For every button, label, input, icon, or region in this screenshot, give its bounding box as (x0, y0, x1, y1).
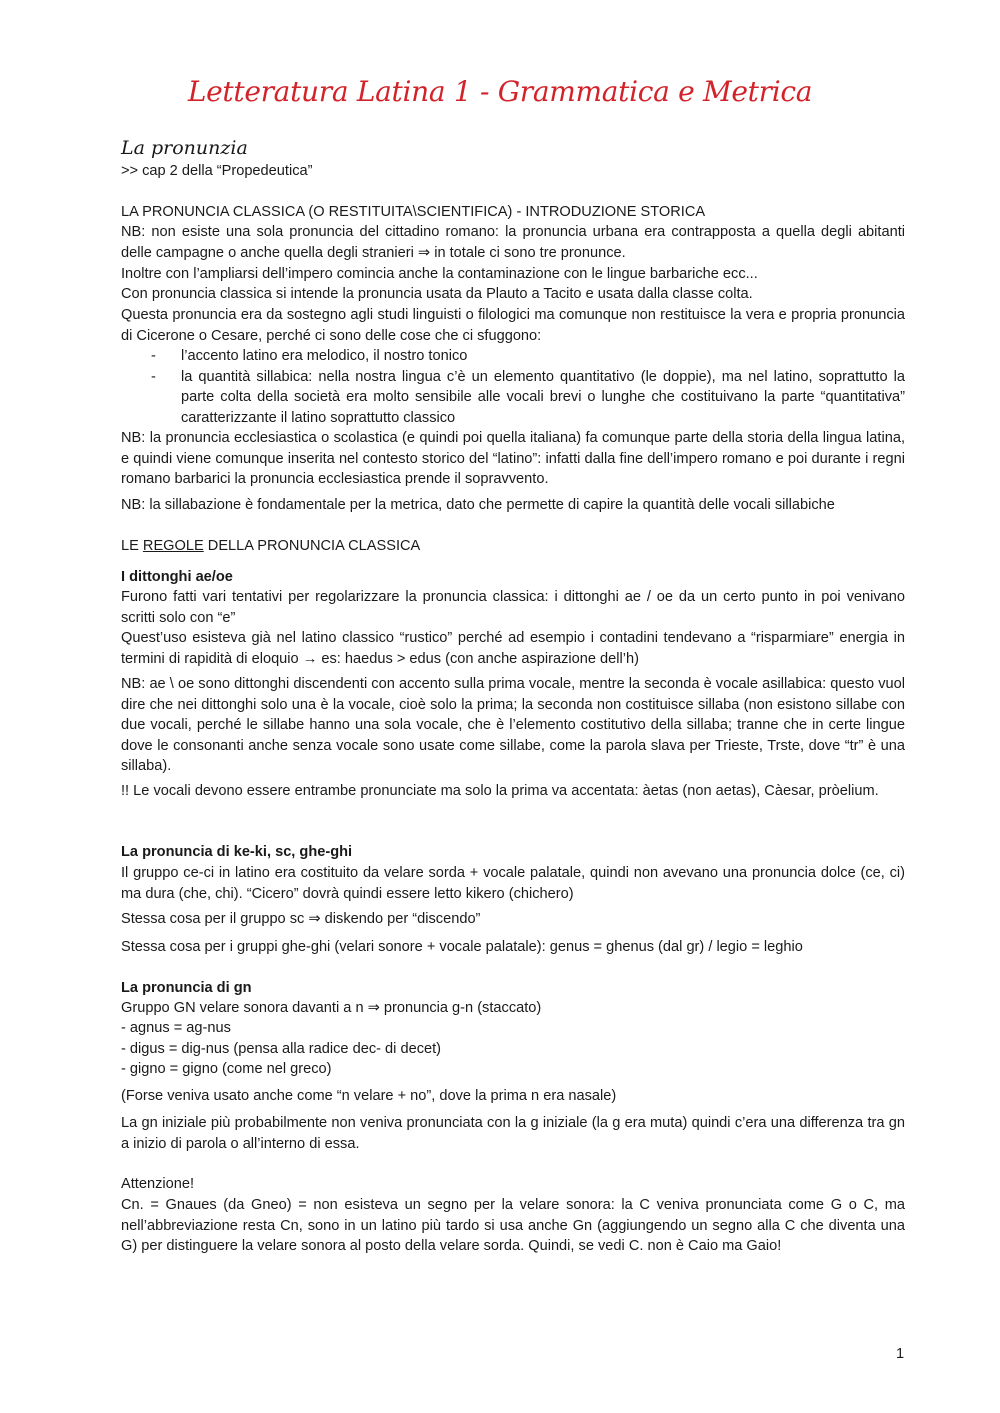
rules-heading-underlined: REGOLE (142, 538, 204, 554)
dittonghi-paragraph-2: Quest’uso esisteva già nel latino classico “rustico” perché ad esempio i contadini tendevano a “risparmiare” energia in termini di rapidità di eloquio → es: haedus > edus (con anche aspirazione dell’h) (121, 630, 905, 667)
gn-paragraph-1: (Forse veniva usato anche come “n velare + no”, dove la prima n era nasale) (121, 1088, 617, 1104)
gn-line-1: Gruppo GN velare sonora davanti a n ⇒ pronuncia g-n (staccato) (121, 1000, 542, 1016)
section-reference: >> cap 2 della “Propedeutica” (121, 163, 313, 179)
rules-heading-suffix: DELLA PRONUNCIA CLASSICA (203, 538, 421, 554)
ke-ki-heading: La pronuncia di ke-ki, sc, ghe-ghi (121, 844, 353, 860)
bullet-text: la quantità sillabica: nella nostra lingua c’è un elemento quantitativo (le doppie), ma nel latino, soprattutto la parte colta della società era molto sensibile alle vocali brevi o lunghe che costituivano la parte “quantitativa” caratterizzante il latino soprattutto classico (181, 368, 905, 426)
attention-label: Attenzione! (121, 1176, 195, 1192)
page-number: 1 (896, 1346, 905, 1362)
dittonghi-heading: I dittonghi ae/oe (121, 569, 233, 585)
document-title: Letteratura Latina 1 - Grammatica e Metrica (187, 75, 813, 108)
ke-ki-paragraph-1: Il gruppo ce-ci in latino era costituito da velare sorda + vocale palatale, quindi non avevano una pronuncia dolce (ce, ci) ma dura (che, chi). “Cicero” dovrà quindi essere letto kikero (chichero) (121, 865, 905, 902)
list-item (121, 367, 905, 429)
section-heading: La pronunzia (121, 137, 248, 159)
gn-heading: La pronuncia di gn (121, 980, 252, 996)
ke-ki-paragraph-2: Stessa cosa per il gruppo sc ⇒ diskendo per “discendo” (121, 911, 481, 927)
bullet-marker: - (151, 348, 156, 364)
rules-heading (121, 536, 905, 557)
dittonghi-paragraph-4: !! Le vocali devono essere entrambe pronunciate ma solo la prima va accentata: àetas (non aetas), Càesar, pròelium. (121, 783, 879, 799)
intro-paragraph-3: Con pronuncia classica si intende la pronuncia usata da Plauto a Tacito e usata dalla classe colta. (121, 286, 753, 302)
gn-paragraph-2: La gn iniziale più probabilmente non veniva pronunciata con la g iniziale (la g era muta) quindi c’era una differenza tra gn a inizio di parola o all’interno di essa. (121, 1115, 905, 1152)
rules-heading-prefix: LE (121, 538, 143, 554)
dittonghi-paragraph-3: NB: ae \ oe sono dittonghi discendenti con accento sulla prima vocale, mentre la seconda è vocale asillabica: questo vuol dire che nei dittonghi solo una è la vocale, cioè solo la prima; la seconda non costituisce sillaba (non esistono sillabe con due vocali, perché le sillabe hanno una sola vocale, che è l’elemento costitutivo della sillaba; tranne che in certe lingue dove le consonanti anche senza vocale sono usate come sillabe, come la parola slava per Trieste, Trste, dove “tr” è una sillaba). (121, 676, 905, 775)
ke-ki-paragraph-3: Stessa cosa per i gruppi ghe-ghi (velari sonore + vocale palatale): genus = ghenus (dal gr) / legio = leghio (121, 939, 803, 955)
intro-paragraph-2: Inoltre con l’ampliarsi dell’impero comincia anche la contaminazione con le lingue barbariche ecc... (121, 266, 758, 282)
gn-line-2: - agnus = ag-nus (121, 1020, 231, 1036)
intro-heading: LA PRONUNCIA CLASSICA (O RESTITUITA\SCIENTIFICA) - INTRODUZIONE STORICA (121, 204, 706, 220)
intro-bullet-list (121, 346, 905, 428)
gn-line-3: - digus = dig-nus (pensa alla radice dec- di decet) (121, 1041, 442, 1057)
intro-paragraph-1: NB: non esiste una sola pronuncia del cittadino romano: la pronuncia urbana era contrapposta a quella degli abitanti delle campagne o anche quella degli stranieri ⇒ in totale ci sono tre pronunce. (121, 224, 905, 261)
intro-paragraph-6: NB: la sillabazione è fondamentale per la metrica, dato che permette di capire la quantità delle vocali sillabiche (121, 497, 835, 513)
intro-paragraph-4: Questa pronuncia era da sostegno agli studi linguisti o filologici ma comunque non restituisce la vera e propria pronuncia di Cicerone o Cesare, perché ci sono delle cose che ci sfuggono: (121, 307, 905, 344)
bullet-text: l’accento latino era melodico, il nostro tonico (181, 348, 468, 364)
attention-paragraph: Cn. = Gnaues (da Gneo) = non esisteva un segno per la velare sonora: la C veniva pronunciata come G o C, ma nell’abbreviazione resta Cn, sono in un latino più tardo si usa anche Gn (aggiungendo un segno alla C che diventa una G) per distinguere la velare sonora al posto della velare sorda. Quindi, se vedi C. non è Caio ma Gaio! (121, 1197, 905, 1255)
bullet-marker: - (151, 368, 156, 385)
intro-paragraph-5: NB: la pronuncia ecclesiastica o scolastica (e quindi poi quella italiana) fa comunque parte della storia della lingua latina, e quindi viene comunque inserita nel contesto storico del “latino”: infatti dalla fine dell’impero romano e poi durante i regni romano barbarici la pronuncia ecclesiastica prende il sopravvento. (121, 430, 905, 488)
list-item (121, 346, 905, 367)
gn-line-4: - gigno = gigno (come nel greco) (121, 1061, 332, 1077)
dittonghi-paragraph-1: Furono fatti vari tentativi per regolarizzare la pronuncia classica: i dittonghi ae / oe da un certo punto in poi venivano scritti solo con “e” (121, 589, 905, 626)
